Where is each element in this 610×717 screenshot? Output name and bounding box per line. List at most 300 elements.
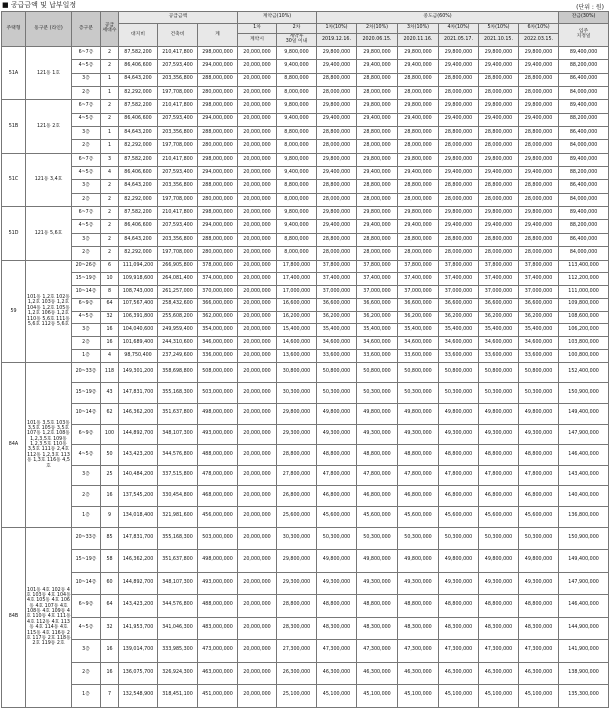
mid-payment-4-cell: 28,800,000 <box>439 180 479 193</box>
mid-payment-5-cell: 37,800,000 <box>479 260 519 273</box>
mid-payment-1-cell: 45,100,000 <box>317 685 357 708</box>
building-price-cell: 266,905,800 <box>158 260 198 273</box>
mid-payment-3-cell: 29,400,000 <box>398 113 439 126</box>
table-row <box>2 180 609 193</box>
mid-payment-3-cell: 37,000,000 <box>398 286 439 299</box>
building-price-cell: 341,046,300 <box>158 617 198 640</box>
mid-payment-5-cell: 28,000,000 <box>479 193 519 206</box>
floor-cell: 6~7층 <box>72 153 101 166</box>
mid-payment-6-cell: 45,600,000 <box>519 507 559 528</box>
building-price-cell: 203,356,800 <box>158 73 198 86</box>
deposit-2-cell: 9,400,000 <box>277 60 317 73</box>
header-mid4-date: 2021.05.17. <box>439 34 479 47</box>
deposit-1-cell: 20,000,000 <box>238 362 277 383</box>
deposit-1-cell: 20,000,000 <box>238 572 277 595</box>
mid-payment-1-cell: 28,000,000 <box>317 193 357 206</box>
deposit-1-cell: 20,000,000 <box>238 273 277 286</box>
units-cell: 64 <box>101 298 119 311</box>
balance-cell: 88,200,000 <box>559 167 609 180</box>
total-price-cell: 473,000,000 <box>198 640 238 663</box>
deposit-2-cell: 30,300,000 <box>277 383 317 404</box>
dong-cell: 101동 4호 102동 4호 103동 4호 104동 4호 105동 4호 106동 4호 107동 4호 108동 4호 109동 4호 110동 4호 111동 4호 112동 4호 113동 4호 114동 4호 115동 4호 116동 2호 117동 2호 118동 2호 119동 2호 <box>26 527 72 707</box>
mid-payment-6-cell: 36,600,000 <box>519 298 559 311</box>
deposit-2-cell: 29,800,000 <box>277 550 317 573</box>
land-price-cell: 144,892,700 <box>119 424 158 445</box>
mid-payment-4-cell: 29,400,000 <box>439 167 479 180</box>
mid-payment-4-cell: 28,000,000 <box>439 247 479 260</box>
deposit-2-cell: 8,800,000 <box>277 233 317 246</box>
floor-cell: 6~7층 <box>72 207 101 220</box>
mid-payment-2-cell: 49,800,000 <box>357 550 398 573</box>
mid-payment-6-cell: 34,600,000 <box>519 337 559 350</box>
units-cell: 43 <box>101 383 119 404</box>
mid-payment-4-cell: 47,800,000 <box>439 465 479 486</box>
mid-payment-6-cell: 29,400,000 <box>519 113 559 126</box>
mid-payment-5-cell: 37,000,000 <box>479 286 519 299</box>
building-price-cell: 210,417,800 <box>158 153 198 166</box>
balance-cell: 103,800,000 <box>559 337 609 350</box>
mid-payment-4-cell: 46,800,000 <box>439 486 479 507</box>
mid-payment-3-cell: 36,600,000 <box>398 298 439 311</box>
mid-payment-6-cell: 47,800,000 <box>519 465 559 486</box>
mid-payment-4-cell: 29,400,000 <box>439 113 479 126</box>
balance-cell: 86,400,000 <box>559 127 609 140</box>
table-row <box>2 617 609 640</box>
units-cell: 4 <box>101 167 119 180</box>
table-row <box>2 662 609 685</box>
table-row <box>2 507 609 528</box>
mid-payment-2-cell: 29,400,000 <box>357 113 398 126</box>
balance-cell: 106,200,000 <box>559 324 609 337</box>
total-price-cell: 503,000,000 <box>198 527 238 550</box>
mid-payment-4-cell: 28,000,000 <box>439 193 479 206</box>
table-row <box>2 60 609 73</box>
mid-payment-3-cell: 46,800,000 <box>398 486 439 507</box>
floor-cell: 15~19층 <box>72 273 101 286</box>
header-mid2: 2차(10%) <box>357 24 398 34</box>
mid-payment-5-cell: 47,800,000 <box>479 465 519 486</box>
header-dep2-sub: 계약후 30일 이내 <box>277 34 317 47</box>
table-row <box>2 153 609 166</box>
mid-payment-4-cell: 28,800,000 <box>439 233 479 246</box>
mid-payment-6-cell: 29,400,000 <box>519 220 559 233</box>
units-cell: 16 <box>101 337 119 350</box>
mid-payment-5-cell: 46,300,000 <box>479 662 519 685</box>
units-cell: 1 <box>101 87 119 100</box>
units-cell: 2 <box>101 233 119 246</box>
total-price-cell: 378,000,000 <box>198 260 238 273</box>
mid-payment-3-cell: 49,800,000 <box>398 550 439 573</box>
mid-payment-4-cell: 28,000,000 <box>439 87 479 100</box>
unit-type-cell: 51C <box>2 153 26 206</box>
units-cell: 2 <box>101 60 119 73</box>
total-price-cell: 478,000,000 <box>198 465 238 486</box>
mid-payment-6-cell: 29,400,000 <box>519 60 559 73</box>
units-cell: 4 <box>101 350 119 363</box>
total-price-cell: 468,000,000 <box>198 486 238 507</box>
total-price-cell: 280,000,000 <box>198 193 238 206</box>
unit-type-cell: 51B <box>2 100 26 153</box>
balance-cell: 149,400,000 <box>559 550 609 573</box>
mid-payment-3-cell: 29,800,000 <box>398 100 439 113</box>
total-price-cell: 280,000,000 <box>198 247 238 260</box>
dong-cell: 121동 3,4호 <box>26 153 72 206</box>
deposit-1-cell: 20,000,000 <box>238 550 277 573</box>
header-balance-sub: 입주 지정일 <box>559 24 609 47</box>
mid-payment-1-cell: 36,600,000 <box>317 298 357 311</box>
mid-payment-6-cell: 29,800,000 <box>519 47 559 60</box>
table-row <box>2 404 609 425</box>
units-cell: 8 <box>101 286 119 299</box>
floor-cell: 1층 <box>72 685 101 708</box>
mid-payment-6-cell: 45,100,000 <box>519 685 559 708</box>
mid-payment-2-cell: 49,300,000 <box>357 572 398 595</box>
floor-cell: 15~19층 <box>72 383 101 404</box>
land-price-cell: 146,362,200 <box>119 404 158 425</box>
mid-payment-6-cell: 28,000,000 <box>519 87 559 100</box>
table-row <box>2 193 609 206</box>
mid-payment-2-cell: 34,600,000 <box>357 337 398 350</box>
floor-cell: 2층 <box>72 140 101 153</box>
building-price-cell: 330,454,800 <box>158 486 198 507</box>
table-row <box>2 260 609 273</box>
mid-payment-1-cell: 35,400,000 <box>317 324 357 337</box>
mid-payment-4-cell: 50,300,000 <box>439 383 479 404</box>
mid-payment-2-cell: 29,400,000 <box>357 167 398 180</box>
table-row <box>2 465 609 486</box>
floor-cell: 20~33층 <box>72 362 101 383</box>
land-price-cell: 149,301,200 <box>119 362 158 383</box>
table-row <box>2 87 609 100</box>
header-total: 계 <box>198 24 238 47</box>
mid-payment-4-cell: 28,800,000 <box>439 127 479 140</box>
units-cell: 1 <box>101 140 119 153</box>
land-price-cell: 86,406,600 <box>119 220 158 233</box>
header-dep1-sub: 계약시 <box>238 34 277 47</box>
deposit-2-cell: 9,400,000 <box>277 167 317 180</box>
mid-payment-4-cell: 50,300,000 <box>439 527 479 550</box>
mid-payment-5-cell: 50,300,000 <box>479 383 519 404</box>
mid-payment-5-cell: 33,600,000 <box>479 350 519 363</box>
deposit-2-cell: 15,400,000 <box>277 324 317 337</box>
mid-payment-5-cell: 49,300,000 <box>479 572 519 595</box>
deposit-2-cell: 8,800,000 <box>277 180 317 193</box>
floor-cell: 4~5층 <box>72 113 101 126</box>
total-price-cell: 294,000,000 <box>198 60 238 73</box>
balance-cell: 136,800,000 <box>559 507 609 528</box>
land-price-cell: 106,391,800 <box>119 311 158 324</box>
building-price-cell: 358,698,800 <box>158 362 198 383</box>
mid-payment-4-cell: 48,800,000 <box>439 595 479 618</box>
total-price-cell: 346,000,000 <box>198 337 238 350</box>
land-price-cell: 143,423,200 <box>119 445 158 466</box>
deposit-1-cell: 20,000,000 <box>238 207 277 220</box>
mid-payment-5-cell: 28,000,000 <box>479 247 519 260</box>
mid-payment-2-cell: 50,300,000 <box>357 527 398 550</box>
deposit-2-cell: 26,800,000 <box>277 486 317 507</box>
mid-payment-3-cell: 28,000,000 <box>398 140 439 153</box>
mid-payment-4-cell: 29,400,000 <box>439 60 479 73</box>
mid-payment-2-cell: 36,600,000 <box>357 298 398 311</box>
mid-payment-2-cell: 46,800,000 <box>357 486 398 507</box>
mid-payment-6-cell: 36,200,000 <box>519 311 559 324</box>
units-cell: 10 <box>101 273 119 286</box>
mid-payment-1-cell: 29,400,000 <box>317 60 357 73</box>
mid-payment-3-cell: 37,800,000 <box>398 260 439 273</box>
mid-payment-2-cell: 28,000,000 <box>357 140 398 153</box>
units-cell: 85 <box>101 527 119 550</box>
deposit-2-cell: 9,800,000 <box>277 153 317 166</box>
floor-cell: 3층 <box>72 73 101 86</box>
mid-payment-4-cell: 49,300,000 <box>439 572 479 595</box>
deposit-2-cell: 9,800,000 <box>277 100 317 113</box>
mid-payment-5-cell: 29,400,000 <box>479 60 519 73</box>
mid-payment-4-cell: 48,300,000 <box>439 617 479 640</box>
mid-payment-2-cell: 50,800,000 <box>357 362 398 383</box>
land-price-cell: 84,643,200 <box>119 73 158 86</box>
dong-cell: 121동 2호 <box>26 100 72 153</box>
balance-cell: 112,200,000 <box>559 273 609 286</box>
land-price-cell: 132,548,900 <box>119 685 158 708</box>
table-row <box>2 140 609 153</box>
total-price-cell: 298,000,000 <box>198 100 238 113</box>
deposit-1-cell: 20,000,000 <box>238 167 277 180</box>
land-price-cell: 136,075,700 <box>119 662 158 685</box>
building-price-cell: 210,417,800 <box>158 100 198 113</box>
mid-payment-1-cell: 34,600,000 <box>317 337 357 350</box>
mid-payment-4-cell: 46,300,000 <box>439 662 479 685</box>
units-cell: 2 <box>101 193 119 206</box>
total-price-cell: 451,000,000 <box>198 685 238 708</box>
deposit-2-cell: 17,400,000 <box>277 273 317 286</box>
mid-payment-6-cell: 37,000,000 <box>519 286 559 299</box>
mid-payment-4-cell: 36,600,000 <box>439 298 479 311</box>
mid-payment-2-cell: 28,800,000 <box>357 127 398 140</box>
deposit-1-cell: 20,000,000 <box>238 233 277 246</box>
dong-cell: 121동 1호 <box>26 47 72 100</box>
mid-payment-6-cell: 47,300,000 <box>519 640 559 663</box>
mid-payment-3-cell: 48,800,000 <box>398 595 439 618</box>
header-mid3: 3차(10%) <box>398 24 439 34</box>
building-price-cell: 326,924,300 <box>158 662 198 685</box>
mid-payment-5-cell: 29,400,000 <box>479 167 519 180</box>
land-price-cell: 86,406,600 <box>119 60 158 73</box>
building-price-cell: 207,593,400 <box>158 60 198 73</box>
units-cell: 60 <box>101 572 119 595</box>
land-price-cell: 82,292,000 <box>119 140 158 153</box>
mid-payment-3-cell: 28,800,000 <box>398 180 439 193</box>
building-price-cell: 249,959,400 <box>158 324 198 337</box>
deposit-1-cell: 20,000,000 <box>238 113 277 126</box>
unit-type-cell: 84A <box>2 362 26 527</box>
mid-payment-3-cell: 29,400,000 <box>398 220 439 233</box>
units-cell: 2 <box>101 207 119 220</box>
dong-cell: 101동 1,2호 102동 1,2호 103동 1,2호 104동 1,2호 105동 1,2호 106동 1,2호 110동 5,6호 111동 5,6호 112동 5,6호 <box>26 260 72 362</box>
mid-payment-3-cell: 50,300,000 <box>398 527 439 550</box>
deposit-1-cell: 20,000,000 <box>238 617 277 640</box>
building-price-cell: 203,356,800 <box>158 233 198 246</box>
deposit-1-cell: 20,000,000 <box>238 73 277 86</box>
total-price-cell: 280,000,000 <box>198 87 238 100</box>
units-cell: 16 <box>101 640 119 663</box>
mid-payment-4-cell: 28,000,000 <box>439 140 479 153</box>
mid-payment-2-cell: 28,800,000 <box>357 233 398 246</box>
floor-cell: 10~14층 <box>72 404 101 425</box>
mid-payment-2-cell: 48,800,000 <box>357 595 398 618</box>
mid-payment-2-cell: 37,000,000 <box>357 286 398 299</box>
deposit-2-cell: 8,800,000 <box>277 127 317 140</box>
total-price-cell: 298,000,000 <box>198 47 238 60</box>
mid-payment-5-cell: 49,800,000 <box>479 550 519 573</box>
mid-payment-4-cell: 29,800,000 <box>439 153 479 166</box>
mid-payment-1-cell: 28,800,000 <box>317 73 357 86</box>
land-price-cell: 82,292,000 <box>119 247 158 260</box>
mid-payment-6-cell: 48,800,000 <box>519 445 559 466</box>
mid-payment-3-cell: 49,300,000 <box>398 424 439 445</box>
deposit-2-cell: 9,400,000 <box>277 113 317 126</box>
balance-cell: 113,400,000 <box>559 260 609 273</box>
table-row <box>2 167 609 180</box>
land-price-cell: 144,892,700 <box>119 572 158 595</box>
deposit-1-cell: 20,000,000 <box>238 337 277 350</box>
mid-payment-1-cell: 29,400,000 <box>317 220 357 233</box>
floor-cell: 2층 <box>72 486 101 507</box>
table-row <box>2 640 609 663</box>
total-price-cell: 498,000,000 <box>198 404 238 425</box>
total-price-cell: 298,000,000 <box>198 153 238 166</box>
balance-cell: 138,900,000 <box>559 662 609 685</box>
floor-cell: 4~5층 <box>72 60 101 73</box>
table-row <box>2 273 609 286</box>
table-row <box>2 207 609 220</box>
mid-payment-4-cell: 29,800,000 <box>439 47 479 60</box>
deposit-2-cell: 9,800,000 <box>277 207 317 220</box>
deposit-1-cell: 20,000,000 <box>238 640 277 663</box>
deposit-1-cell: 20,000,000 <box>238 445 277 466</box>
land-price-cell: 87,582,200 <box>119 100 158 113</box>
mid-payment-5-cell: 45,100,000 <box>479 685 519 708</box>
mid-payment-6-cell: 48,300,000 <box>519 617 559 640</box>
floor-cell: 2층 <box>72 87 101 100</box>
balance-cell: 152,400,000 <box>559 362 609 383</box>
balance-cell: 88,200,000 <box>559 60 609 73</box>
mid-payment-6-cell: 37,800,000 <box>519 260 559 273</box>
unit-type-cell: 51D <box>2 207 26 260</box>
mid-payment-2-cell: 29,400,000 <box>357 60 398 73</box>
mid-payment-1-cell: 28,800,000 <box>317 127 357 140</box>
building-price-cell: 264,081,400 <box>158 273 198 286</box>
deposit-1-cell: 20,000,000 <box>238 100 277 113</box>
units-cell: 32 <box>101 311 119 324</box>
mid-payment-1-cell: 28,000,000 <box>317 247 357 260</box>
building-price-cell: 244,310,600 <box>158 337 198 350</box>
table-row <box>2 311 609 324</box>
mid-payment-2-cell: 36,200,000 <box>357 311 398 324</box>
deposit-2-cell: 26,300,000 <box>277 662 317 685</box>
deposit-2-cell: 25,100,000 <box>277 685 317 708</box>
units-cell: 16 <box>101 486 119 507</box>
total-price-cell: 456,000,000 <box>198 507 238 528</box>
land-price-cell: 82,292,000 <box>119 87 158 100</box>
total-price-cell: 294,000,000 <box>198 220 238 233</box>
total-price-cell: 288,000,000 <box>198 233 238 246</box>
land-price-cell: 104,040,600 <box>119 324 158 337</box>
mid-payment-1-cell: 29,400,000 <box>317 113 357 126</box>
total-price-cell: 288,000,000 <box>198 73 238 86</box>
floor-cell: 3층 <box>72 233 101 246</box>
balance-cell: 111,000,000 <box>559 286 609 299</box>
header-mid3-date: 2020.11.16. <box>398 34 439 47</box>
mid-payment-1-cell: 33,600,000 <box>317 350 357 363</box>
mid-payment-3-cell: 29,800,000 <box>398 207 439 220</box>
building-price-cell: 333,985,300 <box>158 640 198 663</box>
mid-payment-2-cell: 50,300,000 <box>357 383 398 404</box>
balance-cell: 84,000,000 <box>559 140 609 153</box>
payment-schedule-table <box>1 11 609 708</box>
building-price-cell: 355,168,300 <box>158 383 198 404</box>
units-cell: 2 <box>101 180 119 193</box>
building-price-cell: 207,593,400 <box>158 113 198 126</box>
table-row <box>2 47 609 60</box>
units-cell: 16 <box>101 662 119 685</box>
total-price-cell: 288,000,000 <box>198 127 238 140</box>
total-price-cell: 288,000,000 <box>198 180 238 193</box>
units-cell: 50 <box>101 445 119 466</box>
deposit-2-cell: 27,800,000 <box>277 465 317 486</box>
land-price-cell: 109,918,600 <box>119 273 158 286</box>
header-floor: 층구분 <box>72 12 101 47</box>
total-price-cell: 294,000,000 <box>198 167 238 180</box>
land-price-cell: 141,953,700 <box>119 617 158 640</box>
mid-payment-5-cell: 50,300,000 <box>479 527 519 550</box>
mid-payment-3-cell: 28,000,000 <box>398 247 439 260</box>
mid-payment-5-cell: 29,800,000 <box>479 47 519 60</box>
mid-payment-3-cell: 28,800,000 <box>398 127 439 140</box>
deposit-1-cell: 20,000,000 <box>238 140 277 153</box>
mid-payment-5-cell: 28,800,000 <box>479 180 519 193</box>
mid-payment-4-cell: 34,600,000 <box>439 337 479 350</box>
building-price-cell: 255,608,200 <box>158 311 198 324</box>
land-price-cell: 84,643,200 <box>119 233 158 246</box>
balance-cell: 149,400,000 <box>559 404 609 425</box>
mid-payment-6-cell: 28,800,000 <box>519 233 559 246</box>
land-price-cell: 143,423,200 <box>119 595 158 618</box>
mid-payment-2-cell: 28,000,000 <box>357 193 398 206</box>
table-row <box>2 424 609 445</box>
floor-cell: 3층 <box>72 180 101 193</box>
land-price-cell: 146,362,200 <box>119 550 158 573</box>
land-price-cell: 84,643,200 <box>119 180 158 193</box>
mid-payment-5-cell: 50,800,000 <box>479 362 519 383</box>
deposit-2-cell: 9,400,000 <box>277 220 317 233</box>
floor-cell: 2층 <box>72 247 101 260</box>
table-row <box>2 550 609 573</box>
table-row <box>2 486 609 507</box>
mid-payment-6-cell: 28,800,000 <box>519 73 559 86</box>
mid-payment-6-cell: 49,300,000 <box>519 572 559 595</box>
deposit-1-cell: 20,000,000 <box>238 662 277 685</box>
building-price-cell: 321,981,600 <box>158 507 198 528</box>
mid-payment-3-cell: 50,800,000 <box>398 362 439 383</box>
deposit-2-cell: 28,800,000 <box>277 595 317 618</box>
mid-payment-4-cell: 49,800,000 <box>439 404 479 425</box>
mid-payment-5-cell: 49,300,000 <box>479 424 519 445</box>
units-cell: 16 <box>101 324 119 337</box>
deposit-2-cell: 9,800,000 <box>277 47 317 60</box>
building-price-cell: 355,168,300 <box>158 527 198 550</box>
deposit-1-cell: 20,000,000 <box>238 153 277 166</box>
total-price-cell: 370,000,000 <box>198 286 238 299</box>
